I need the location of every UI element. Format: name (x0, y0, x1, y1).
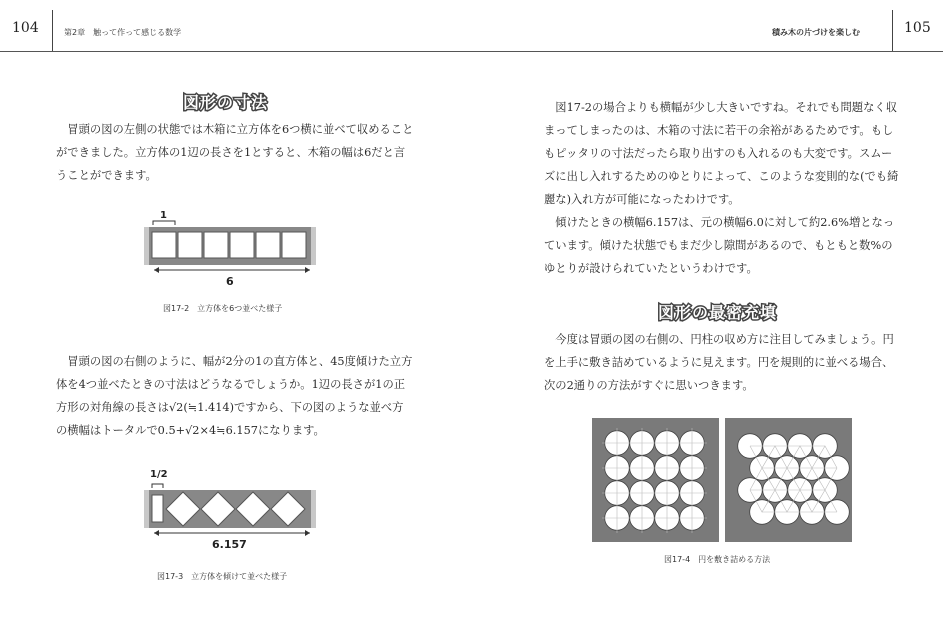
cube-5 (256, 232, 280, 258)
left-header-separator (52, 10, 53, 51)
right-paragraph-1-text: 図17-2の場合よりも横幅が少し大きいですね。それでも問題なく収まってしまったのは、木箱の寸法に若干の余裕があるためです。もしもピッタリの寸法だったら取り出すのも入れるのも大変です。スムーズに出し入れするためのゆとりによって、このような変則的な(でも綺麗な)入れ方が可能になったわけです。 (544, 101, 899, 206)
page-header (0, 0, 943, 52)
box-left-wall (144, 227, 149, 265)
figure-17-4-caption: 図17-4 円を敷き詰める方法 (664, 555, 771, 564)
half-label: 1/2 (150, 469, 168, 480)
right-paragraph-3-text: 今度は冒頭の図の右側の、円柱の収め方に注目してみましょう。円を上手に敷き詰めているように見えます。円を規則的に並べる場合、次の2通りの方法がすぐに思いつきます。 (544, 333, 894, 392)
cube-2 (178, 232, 202, 258)
square-packing (592, 418, 719, 542)
cube-3 (204, 232, 228, 258)
right-section-heading: 図形の最密充填 (658, 303, 778, 322)
right-paragraph-1 (544, 96, 902, 280)
figure-six-cubes (140, 205, 320, 290)
left-paragraph-1 (56, 118, 414, 187)
hex-packing (725, 418, 852, 542)
width-label: 6.157 (212, 538, 247, 551)
left-paragraph-1-text: 冒頭の図の左側の状態では木箱に立方体を6つ横に並べて収めることができました。立方体の1辺の長さを1とすると、木箱の幅は6だと言うことができます。 (56, 123, 414, 182)
box-right-wall (311, 490, 316, 528)
box-right-wall (311, 227, 316, 265)
unit-label: 1 (160, 210, 167, 221)
cube-6 (282, 232, 306, 258)
figure-tilted-cubes (140, 462, 320, 554)
left-paragraph-2-text: 冒頭の図の右側のように、幅が2分の1の直方体と、45度傾けた立方体を4つ並べたときの寸法はどうなるでしょうか。1辺の長さが1の正方形の対角線の長さは√2(≒1.414)ですから、下の図のような並べ方の横幅はトータルで0.5+√2×4≒6.157になります。 (56, 355, 413, 437)
unit-bracket (153, 221, 175, 225)
width-label: 6 (226, 275, 234, 288)
right-paragraph-2-text: 傾けたときの横幅6.157は、元の横幅6.0に対して約2.6%増となっています。傾けた状態でもまだ少し隙間があるので、もともと数%のゆとりが設けられていたというわけです。 (544, 216, 895, 275)
left-paragraph-2 (56, 350, 414, 442)
header-rule (0, 51, 943, 52)
figure-17-2-caption: 図17-2 立方体を6つ並べた様子 (163, 304, 283, 313)
box-left-wall (144, 490, 149, 528)
right-paragraph-3 (544, 328, 902, 397)
right-page-number: 105 (904, 20, 931, 36)
cube-1 (152, 232, 176, 258)
left-section-heading: 図形の寸法 (183, 93, 269, 112)
cube-4 (230, 232, 254, 258)
left-running-head: 第2章 触って作って感じる数学 (64, 28, 182, 37)
half-cuboid (152, 495, 163, 522)
right-header-separator (892, 10, 893, 51)
right-running-head: 積み木の片づけを楽しむ (772, 28, 860, 37)
left-page-number: 104 (12, 20, 39, 36)
figure-circle-packing (592, 418, 854, 544)
figure-17-3-caption: 図17-3 立方体を傾けて並べた様子 (157, 572, 288, 581)
half-bracket (152, 484, 163, 488)
